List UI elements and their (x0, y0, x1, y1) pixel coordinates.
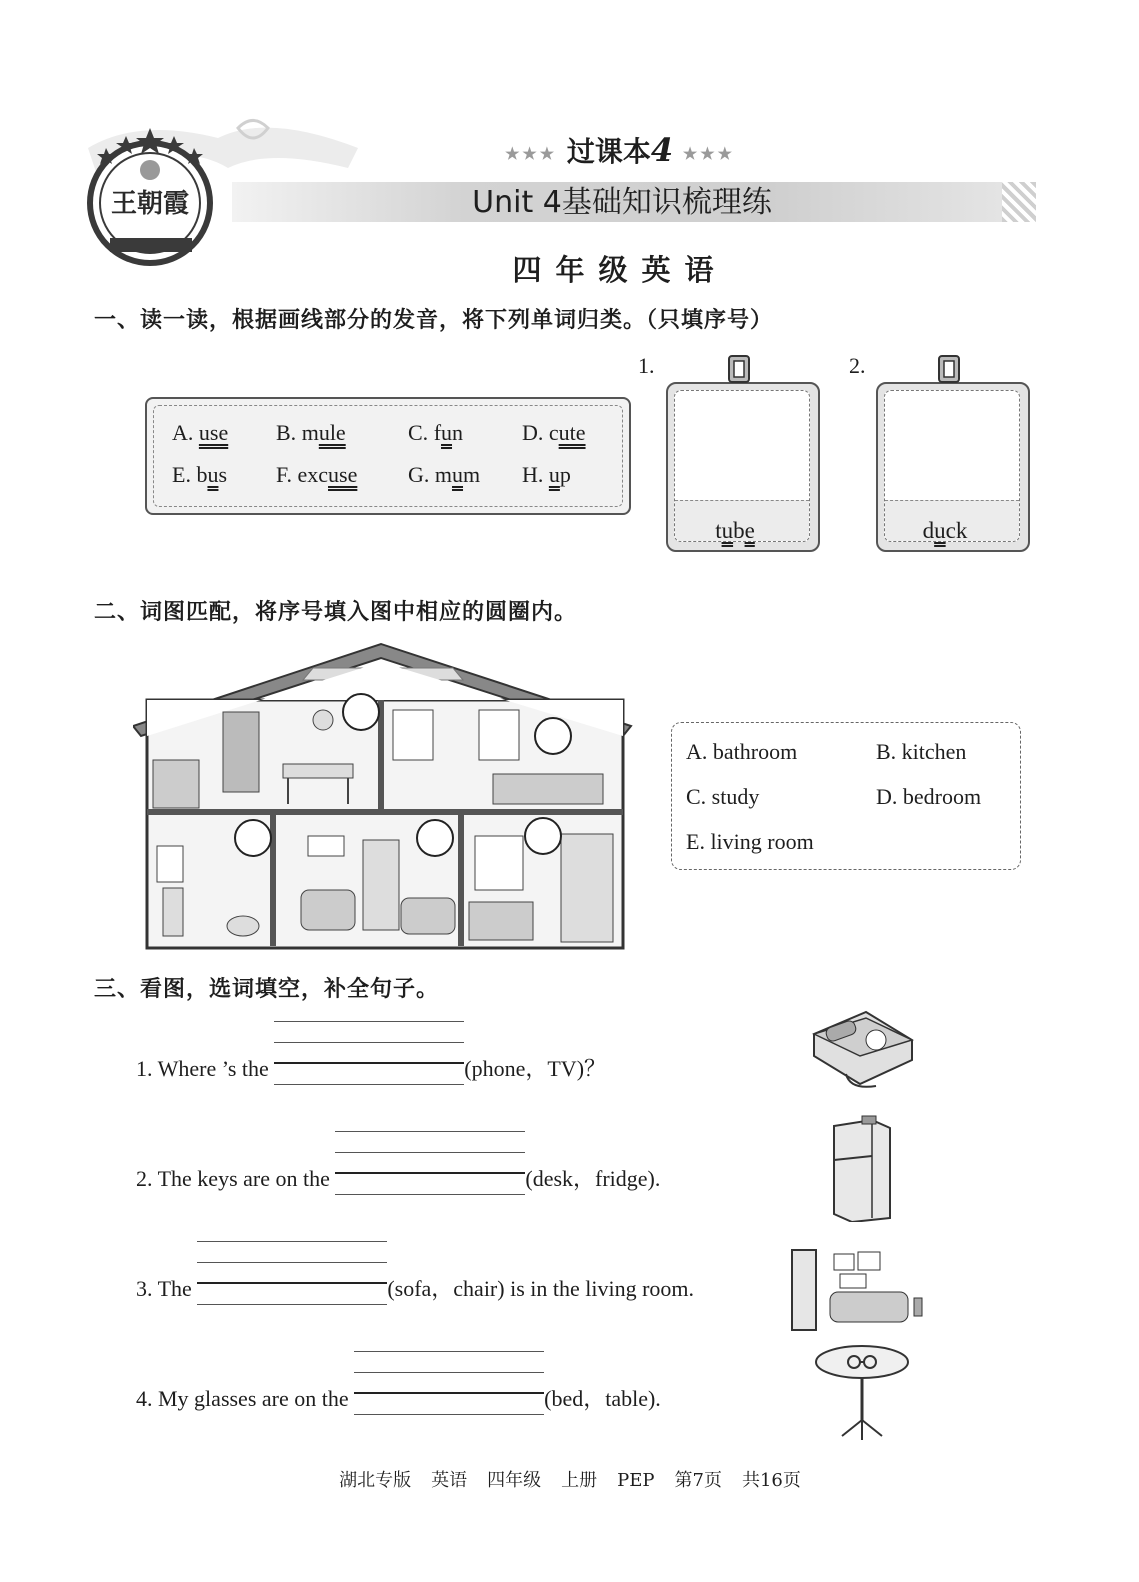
answer-circle (535, 718, 571, 754)
grade-title: 四年级英语 (512, 253, 728, 287)
room-option: D. bedroom (876, 784, 982, 809)
phone-icon (806, 1004, 918, 1092)
sentence-3: 3. The (sofa，chair) is in the living room. (136, 1272, 694, 1303)
card-number-1: 1. (638, 353, 655, 378)
page-footer: 湖北专版 英语 四年级 上册 PEP 第7页 共16页 (339, 1470, 801, 1491)
clip-icon (936, 354, 962, 386)
unit-title: Unit 4基础知识梳理练 (472, 185, 772, 220)
sort-card-1 (666, 382, 820, 552)
answer-circle (417, 820, 453, 856)
room-options-box (671, 722, 1021, 870)
room-option: A. bathroom (686, 739, 798, 764)
card-number-2: 2. (849, 353, 866, 378)
answer-blank-4[interactable] (354, 1384, 544, 1406)
series-title: ★★★ 过课本4 ★★★ (505, 131, 735, 169)
fridge-icon (828, 1114, 896, 1222)
word-option: A. use (172, 420, 229, 445)
word-option: F. excuse (276, 462, 358, 487)
room-option: B. kitchen (876, 739, 967, 764)
word-bank-box (145, 397, 631, 515)
clip-icon (726, 354, 752, 386)
section3-heading: 三、看图，选词填空，补全句子。 (94, 976, 440, 1002)
word-option: E. bus (172, 462, 228, 487)
answer-blank-1[interactable] (274, 1054, 464, 1076)
card-word-1: tube (715, 518, 755, 543)
answer-circle (235, 820, 271, 856)
sentence-1: 1. Where ’s the (phone，TV)？ (136, 1052, 606, 1083)
word-option: C. fun (408, 420, 464, 445)
answer-blank-3[interactable] (197, 1274, 387, 1296)
word-option: B. mule (276, 420, 346, 445)
room-option: C. study (686, 784, 760, 809)
house-illustration (133, 640, 633, 952)
sort-card-2 (876, 382, 1030, 552)
answer-blank-2[interactable] (335, 1164, 525, 1186)
answer-circle (343, 694, 379, 730)
section2-heading: 二、词图匹配，将序号填入图中相应的圆圈内。 (94, 599, 578, 625)
sentence-2: 2. The keys are on the (desk，fridge). (136, 1162, 660, 1193)
sentence-4: 4. My glasses are on the (bed，table). (136, 1382, 661, 1413)
card-word-2: duck (922, 518, 968, 543)
word-option: H. up (522, 462, 571, 487)
table-icon (812, 1340, 912, 1442)
room-option: E. living room (686, 829, 814, 854)
section1-heading: 一、读一读，根据画线部分的发音，将下列单词归类。（只填序号） (94, 307, 774, 333)
word-option: D. cute (522, 420, 586, 445)
living-room-icon (790, 1246, 932, 1336)
answer-circle (525, 818, 561, 854)
word-option: G. mum (408, 462, 481, 487)
logo-text: 王朝霞 (110, 189, 190, 219)
